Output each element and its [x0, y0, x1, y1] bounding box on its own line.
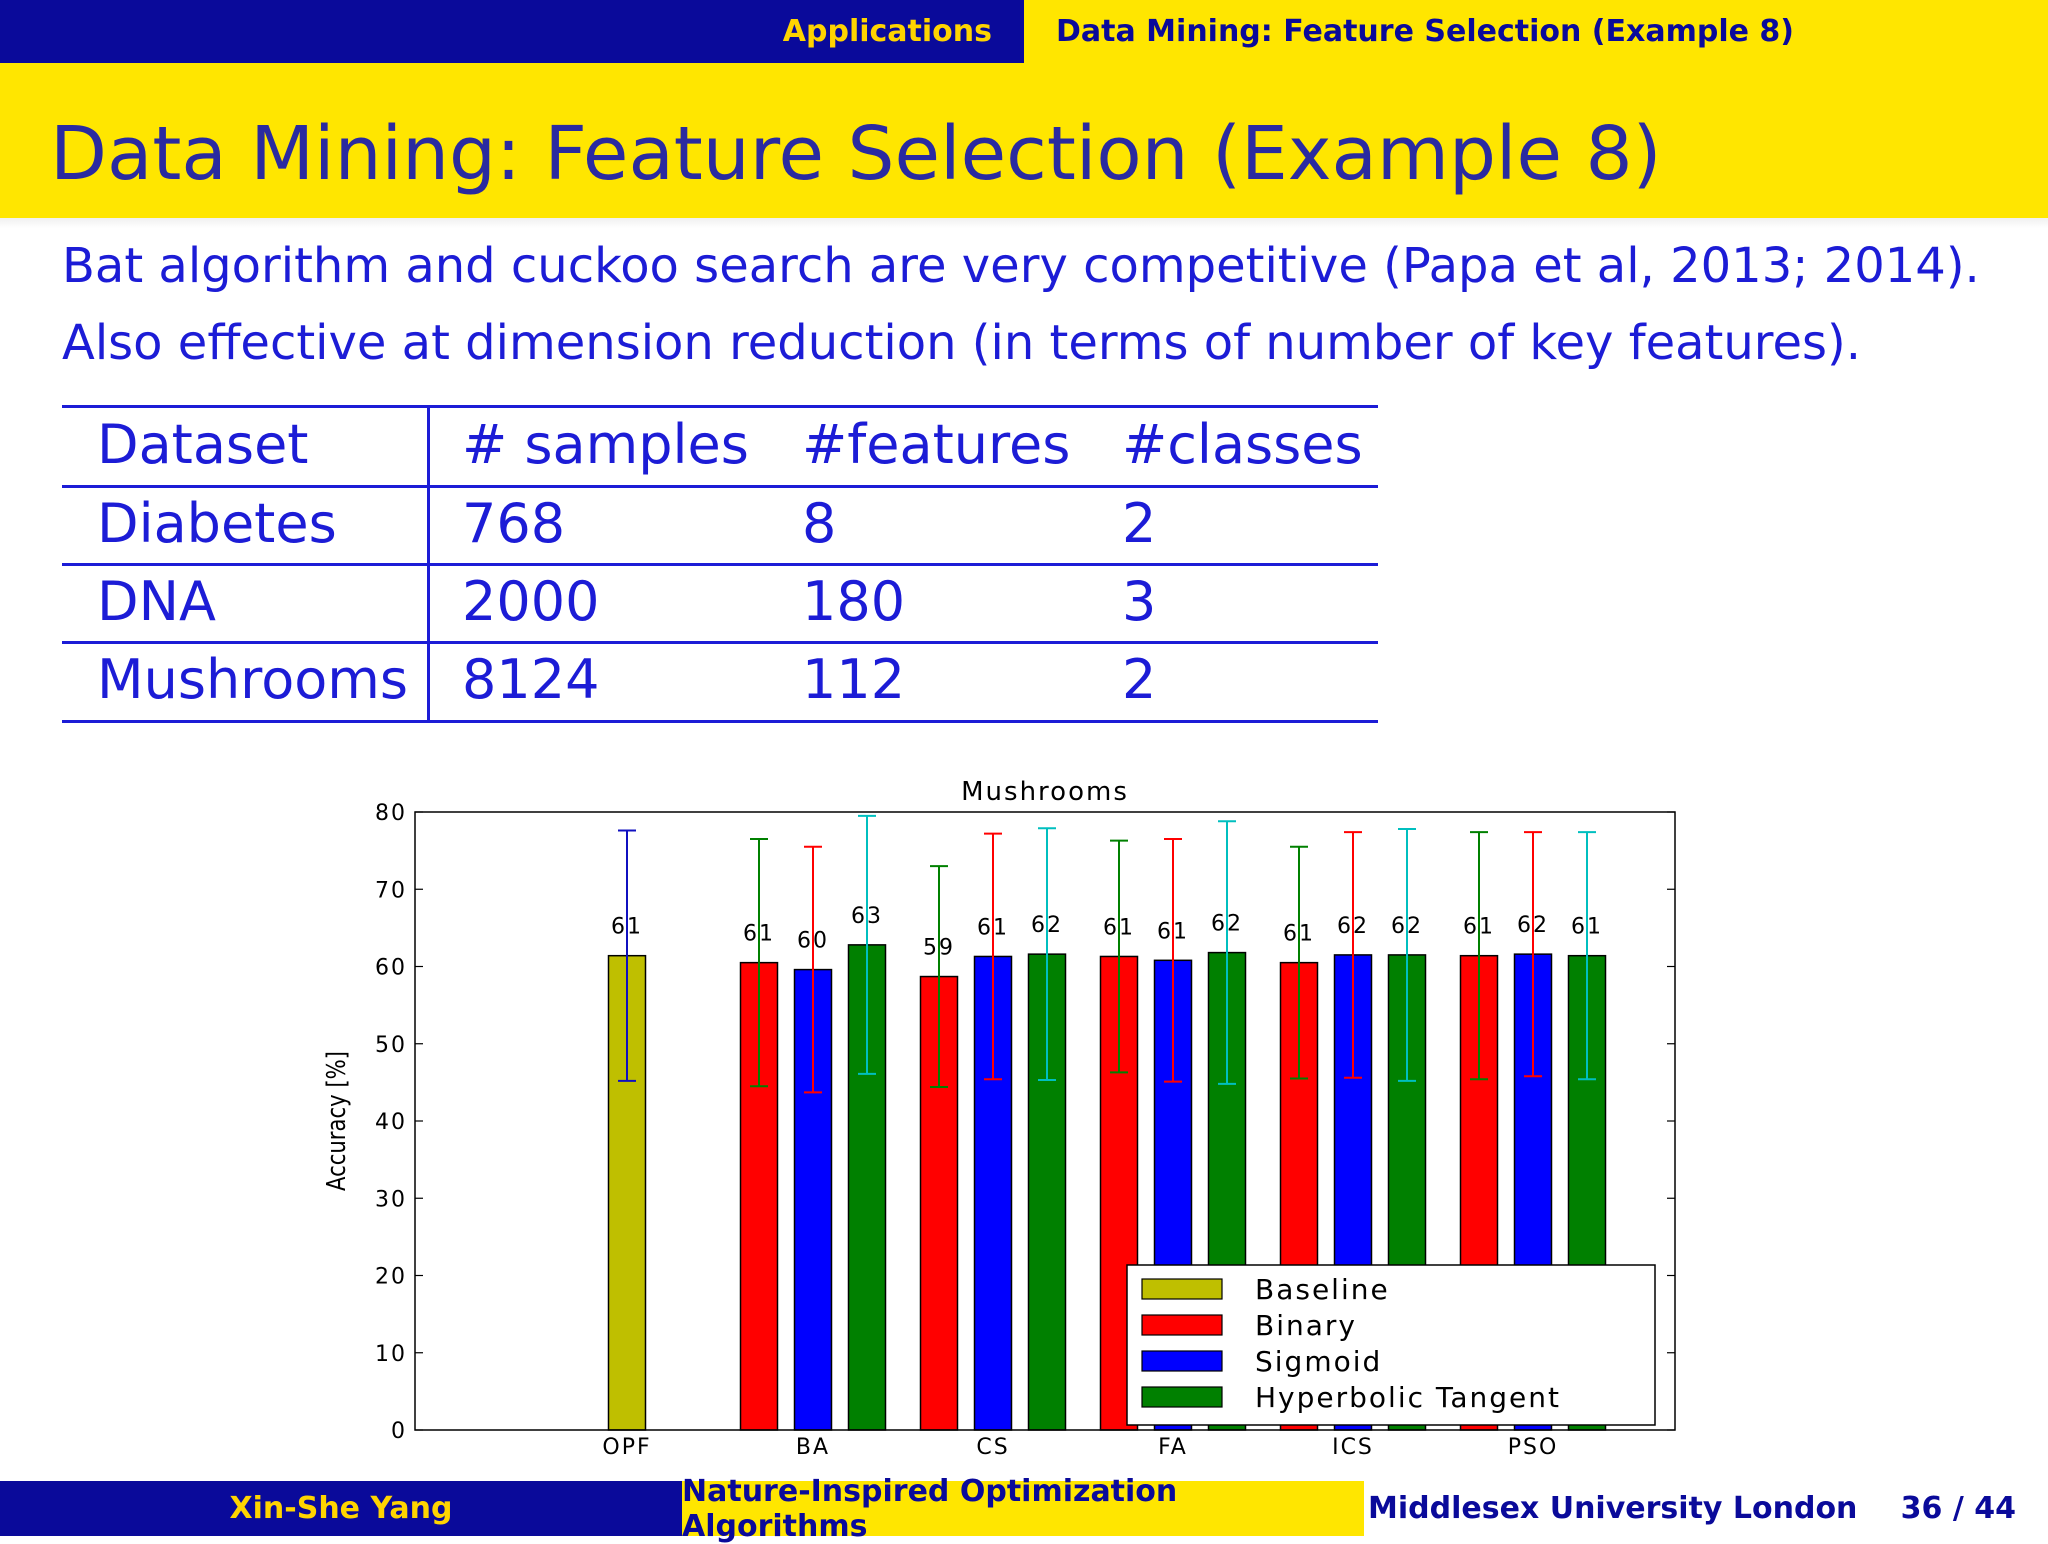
y-tick-label: 50 — [375, 1032, 407, 1058]
footer-author — [0, 1481, 682, 1536]
data-label: 61 — [1157, 919, 1189, 945]
x-tick-label: CS — [976, 1435, 1010, 1460]
table-cell: 8 — [802, 492, 837, 555]
table-cell: 8124 — [462, 648, 600, 711]
y-tick-label: 20 — [375, 1264, 407, 1290]
accuracy-bar-chart — [300, 770, 1700, 1460]
data-label: 60 — [797, 928, 829, 954]
y-tick-label: 60 — [375, 955, 407, 981]
table-cell: 2 — [1122, 648, 1157, 711]
top-nav-bar — [0, 0, 2048, 63]
data-label: 61 — [743, 921, 775, 947]
legend-label: Baseline — [1255, 1273, 1390, 1306]
legend-label: Binary — [1255, 1309, 1357, 1342]
y-axis-label: Accuracy [%] — [322, 1019, 352, 1191]
nav-section-label[interactable]: Applications — [782, 14, 992, 49]
y-tick-label: 10 — [375, 1341, 407, 1367]
data-label: 59 — [923, 935, 955, 961]
y-tick-label: 40 — [375, 1110, 407, 1135]
legend-swatch — [1142, 1279, 1222, 1299]
table-header-features: #features — [802, 413, 1071, 476]
table-rule-header — [62, 485, 1378, 488]
chart-title: Mushrooms — [961, 777, 1129, 807]
x-tick-label: ICS — [1332, 1435, 1374, 1460]
slide-title: Data Mining: Feature Selection (Example 8) — [50, 111, 1662, 197]
table-header-dataset: Dataset — [97, 413, 309, 476]
table-cell: Diabetes — [97, 492, 337, 555]
table-rule-top — [62, 405, 1378, 408]
legend-swatch — [1142, 1351, 1222, 1371]
table-cell: 180 — [802, 570, 906, 633]
nav-section[interactable] — [0, 0, 1024, 63]
data-label: 62 — [1211, 911, 1243, 937]
legend-label: Hyperbolic Tangent — [1255, 1381, 1561, 1414]
data-label: 61 — [611, 914, 643, 940]
footer-institution: Middlesex University London — [1368, 1491, 1858, 1526]
legend-label: Sigmoid — [1255, 1345, 1383, 1378]
x-tick-label: FA — [1158, 1435, 1188, 1460]
data-label: 62 — [1031, 913, 1063, 939]
table-cell: 768 — [462, 492, 566, 555]
data-label: 61 — [1571, 914, 1603, 940]
table-header-classes: #classes — [1122, 413, 1363, 476]
data-label: 63 — [851, 903, 883, 929]
nav-subsection[interactable] — [1024, 0, 2048, 63]
y-tick-label: 0 — [391, 1419, 407, 1444]
table-cell: Mushrooms — [97, 648, 409, 711]
legend-swatch — [1142, 1315, 1222, 1335]
footer-bar — [0, 1473, 2048, 1544]
body-line-1: Bat algorithm and cuckoo search are very competitive (Papa et al, 2013; 2014). — [62, 238, 1980, 294]
table-column-divider — [427, 405, 430, 723]
page-number: 36 / 44 — [1900, 1491, 2016, 1526]
footer-author-label: Xin-She Yang — [229, 1491, 453, 1526]
table-rule-bottom — [62, 720, 1378, 723]
table-rule-row2 — [62, 641, 1378, 644]
table-cell: 112 — [802, 648, 906, 711]
table-header-samples: # samples — [462, 413, 749, 476]
data-label: 62 — [1391, 913, 1423, 939]
footer-talk-label: Nature-Inspired Optimization Algorithms — [682, 1473, 1178, 1544]
data-label: 62 — [1517, 913, 1549, 939]
x-tick-label: OPF — [602, 1435, 652, 1460]
table-cell: 2000 — [462, 570, 600, 633]
nav-subsection-label[interactable]: Data Mining: Feature Selection (Example 8) — [1056, 14, 1794, 49]
data-label: 61 — [977, 915, 1009, 941]
footer-right — [1364, 1481, 2048, 1536]
data-label: 61 — [1103, 915, 1135, 941]
table-rule-row1 — [62, 563, 1378, 566]
x-tick-label: PSO — [1507, 1435, 1559, 1460]
table-cell: 2 — [1122, 492, 1157, 555]
x-tick-label: BA — [795, 1435, 831, 1460]
data-label: 61 — [1283, 921, 1315, 947]
title-bar — [0, 63, 2048, 218]
table-cell: DNA — [97, 570, 216, 633]
table-cell: 3 — [1122, 570, 1157, 633]
y-tick-label: 30 — [375, 1187, 407, 1213]
title-shadow — [0, 218, 2048, 228]
y-tick-label: 80 — [375, 801, 407, 826]
legend-swatch — [1142, 1387, 1222, 1407]
data-label: 62 — [1337, 913, 1369, 939]
body-line-2: Also effective at dimension reduction (in terms of number of key features). — [62, 315, 1861, 371]
data-label: 61 — [1463, 914, 1495, 940]
footer-talk — [682, 1473, 1364, 1544]
y-tick-label: 70 — [375, 878, 407, 904]
